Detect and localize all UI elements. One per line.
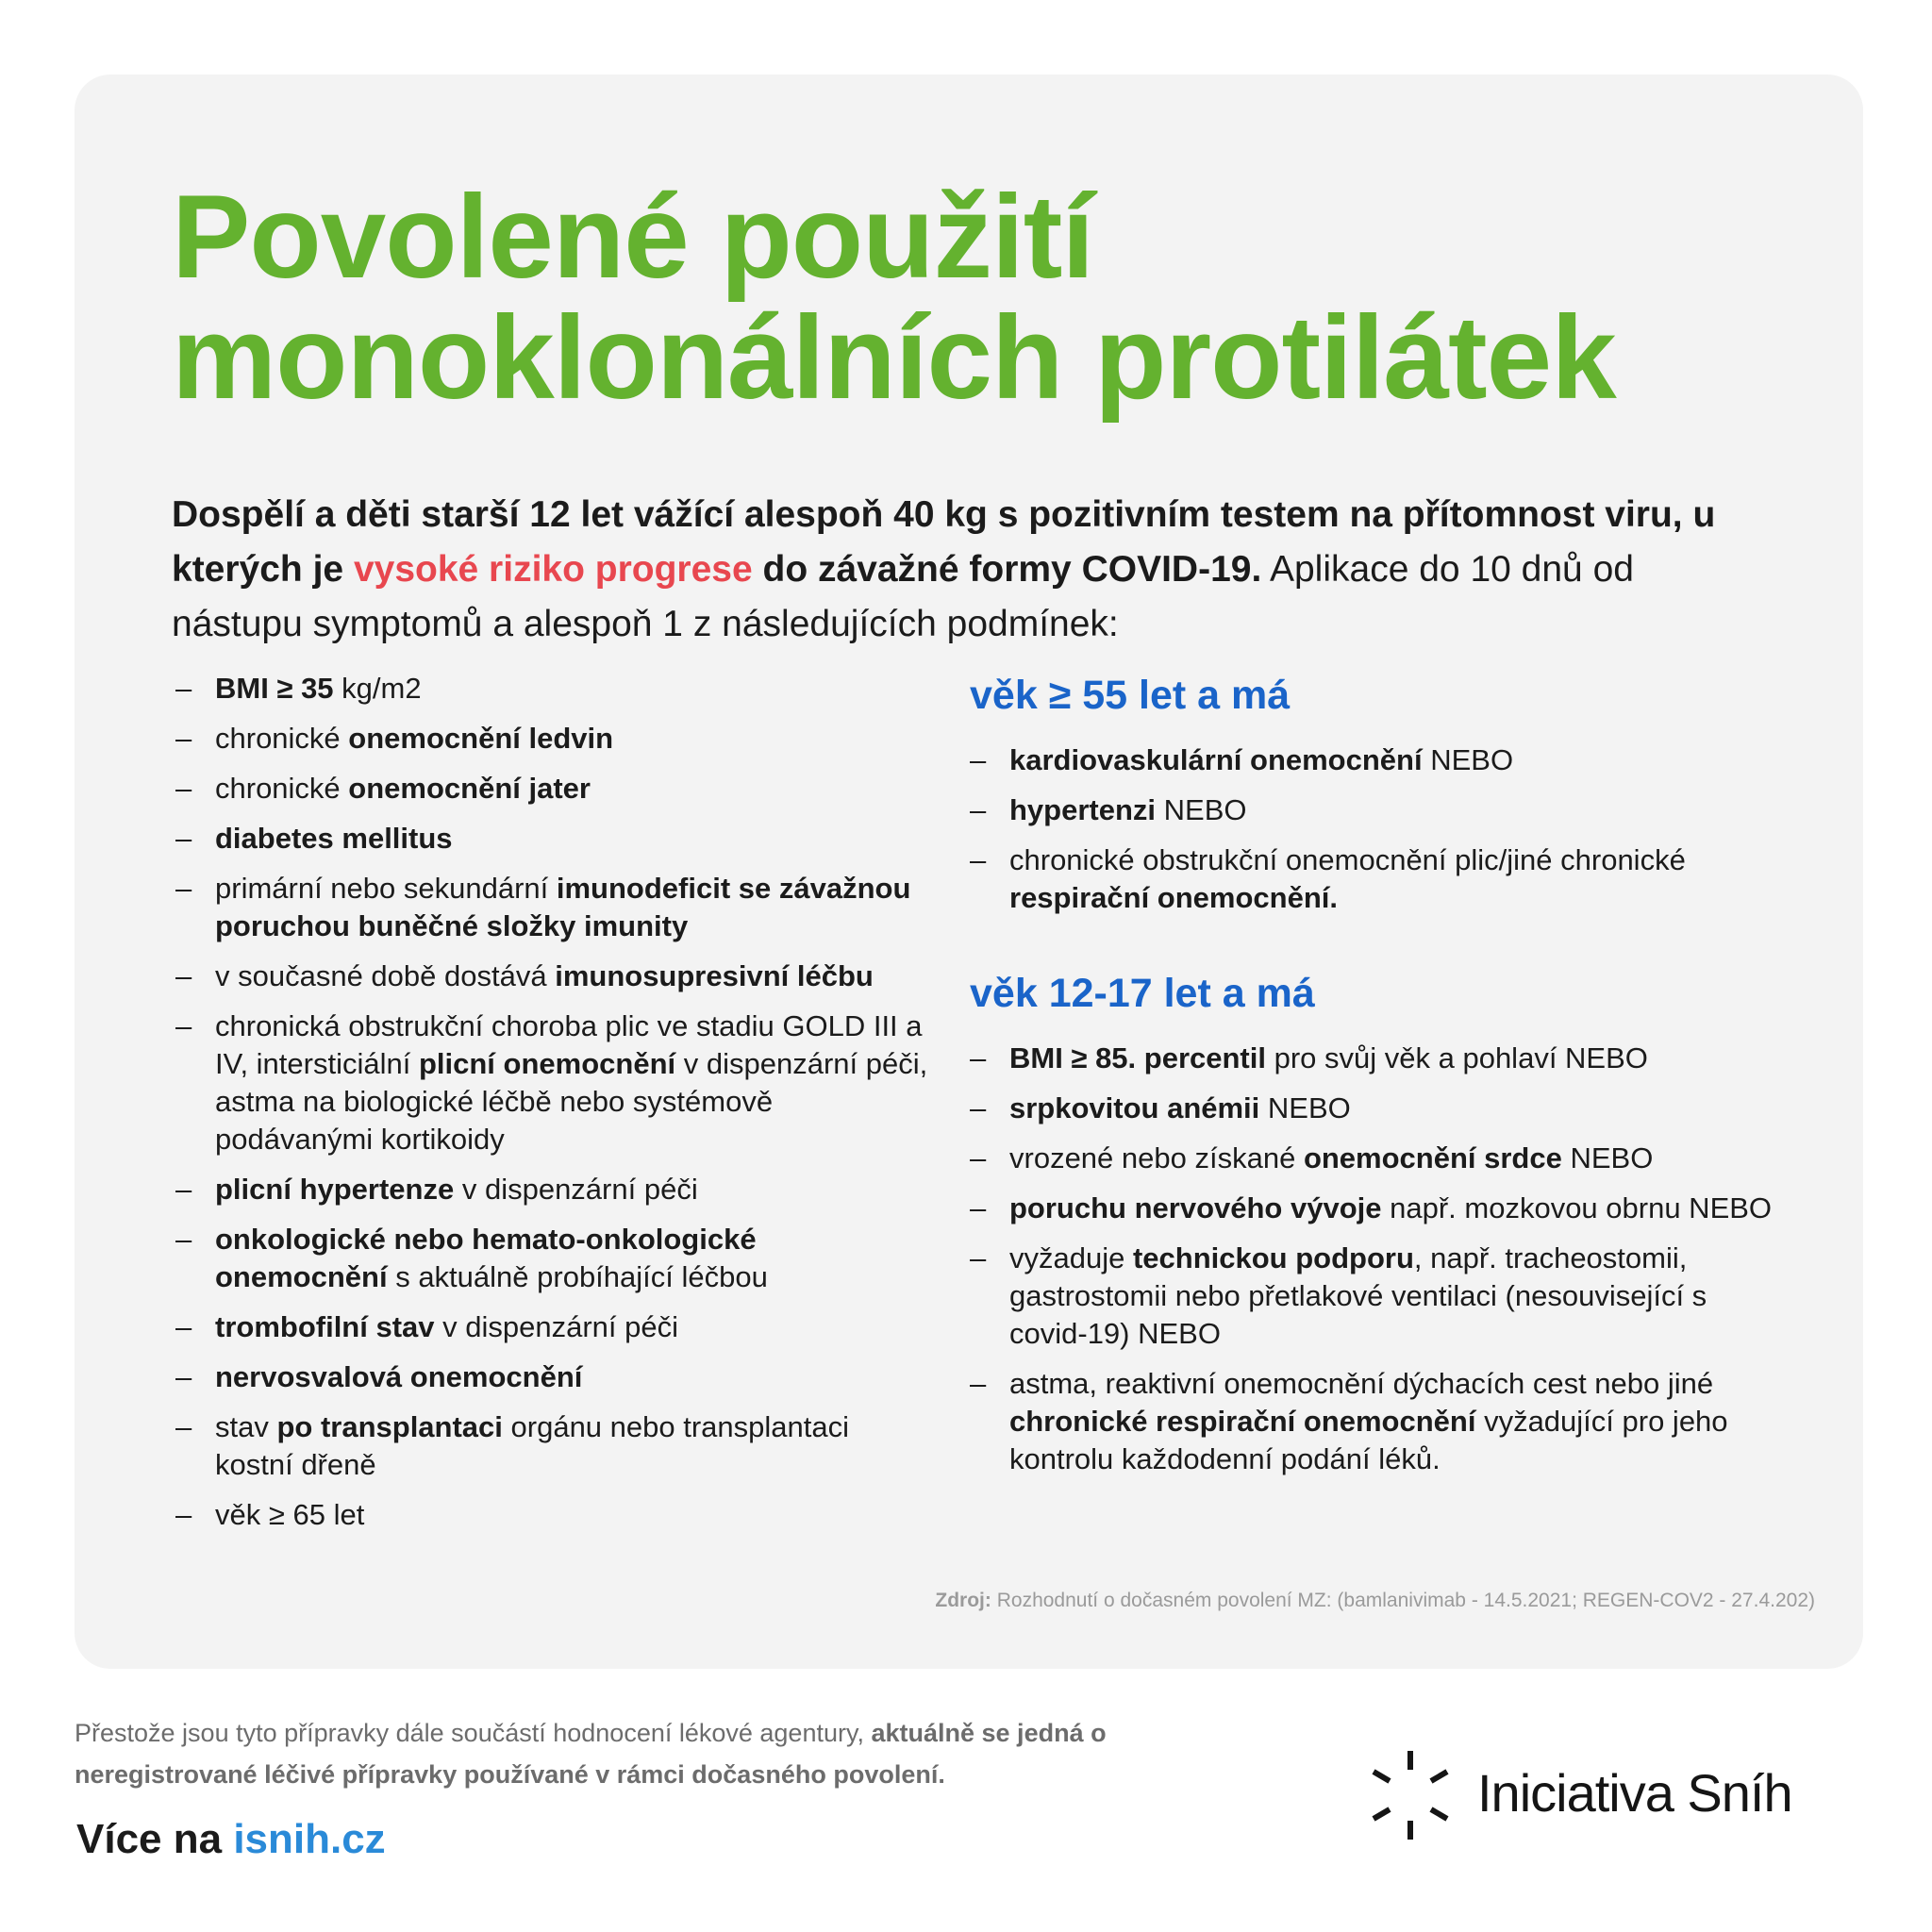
item-text: , např. tracheostomii, gastrostomii nebo přetlakové ventilaci (nesouvisející s covid-19) NEBO xyxy=(1009,1241,1707,1350)
item-bold: BMI ≥ 85. percentil xyxy=(1009,1041,1266,1074)
age-55-list xyxy=(970,741,1781,917)
item-bold: onemocnění srdce xyxy=(1303,1141,1562,1174)
list-item xyxy=(970,1365,1781,1478)
intro-normal: Aplikace do 10 dnů od nástupu symptomů a alespoň 1 z následujících podmínek: xyxy=(172,549,1634,644)
item-bold: diabetes mellitus xyxy=(215,822,453,855)
right-conditions-column xyxy=(970,670,1781,1491)
left-conditions-column xyxy=(175,670,930,1546)
item-bold: onemocnění ledvin xyxy=(348,722,614,755)
disclaimer-normal: Přestože jsou tyto přípravky dále součástí hodnocení lékové agentury, xyxy=(75,1719,872,1747)
list-item xyxy=(970,1140,1781,1177)
intro-highlight: vysoké riziko progrese xyxy=(353,549,753,590)
item-text: vyžaduje xyxy=(1009,1241,1133,1274)
item-text: vrozené nebo získané xyxy=(1009,1141,1304,1174)
age-55-heading: věk ≥ 55 let a má xyxy=(970,673,1291,718)
item-text: chronické xyxy=(215,772,349,805)
item-text: stav xyxy=(215,1410,277,1443)
list-item xyxy=(175,1008,930,1158)
website-link[interactable]: isnih.cz xyxy=(233,1816,386,1862)
item-bold: chronické respirační onemocnění xyxy=(1009,1405,1476,1438)
item-text: v současné době dostává xyxy=(215,959,556,992)
intro-bold-2: do závažné formy COVID-19. xyxy=(752,549,1262,590)
item-text: chronické xyxy=(215,722,349,755)
item-text: orgánu nebo transplantaci kostní dřeně xyxy=(215,1410,850,1481)
age-12-17-list xyxy=(970,1040,1781,1478)
item-bold: plicní hypertenze xyxy=(215,1173,455,1206)
list-item xyxy=(175,670,930,708)
item-text: věk ≥ 65 let xyxy=(215,1498,365,1531)
item-text: pro svůj věk a pohlaví NEBO xyxy=(1265,1041,1648,1074)
title-line-1: Povolené použití xyxy=(172,172,1094,303)
item-text: vyžadující pro jeho kontrolu každodenní podání léků. xyxy=(1009,1405,1728,1475)
list-item xyxy=(175,770,930,808)
item-bold: kardiovaskulární onemocnění xyxy=(1009,743,1423,776)
item-bold: onkologické nebo hemato-onkologické onemocnění xyxy=(215,1223,757,1293)
item-bold: srpkovitou anémii xyxy=(1009,1091,1260,1124)
page-title xyxy=(172,172,1832,424)
item-text: primární nebo sekundární xyxy=(215,872,557,905)
list-item xyxy=(970,841,1781,917)
list-item xyxy=(175,958,930,995)
list-item xyxy=(175,1408,930,1484)
item-bold: imunosupresivní léčbu xyxy=(555,959,874,992)
item-text: v dispenzární péči xyxy=(434,1310,678,1343)
source-label: Zdroj: xyxy=(935,1590,991,1611)
list-item xyxy=(970,1040,1781,1077)
list-item xyxy=(970,791,1781,829)
list-item xyxy=(175,1171,930,1208)
item-bold: technickou podporu xyxy=(1132,1241,1414,1274)
item-text: chronická obstrukční choroba plic ve stadiu GOLD III a IV, intersticiální xyxy=(215,1009,923,1080)
item-text: NEBO xyxy=(1156,793,1247,826)
item-text: např. mozkovou obrnu NEBO xyxy=(1381,1191,1773,1224)
item-text: NEBO xyxy=(1561,1141,1654,1174)
item-bold: nervosvalová onemocnění xyxy=(215,1360,583,1393)
item-bold: plicní onemocnění xyxy=(418,1047,676,1080)
intro-bold-1: Dospělí a děti starší 12 let vážící alespoň 40 kg s pozitivním testem na přítomnost viru, u kterých je xyxy=(172,494,1716,590)
item-bold: po transplantaci xyxy=(276,1410,503,1443)
left-conditions-list xyxy=(175,670,930,1534)
list-item xyxy=(970,1240,1781,1353)
item-bold: onemocnění jater xyxy=(348,772,591,805)
disclaimer xyxy=(75,1712,1263,1795)
snowflake-icon xyxy=(1358,1743,1462,1847)
item-text: astma, reaktivní onemocnění dýchacích cest nebo jiné xyxy=(1009,1367,1714,1400)
age-12-17-heading: věk 12-17 let a má xyxy=(970,971,1315,1016)
more-info xyxy=(76,1816,386,1863)
item-text: NEBO xyxy=(1422,743,1514,776)
item-text: v dispenzární péči xyxy=(454,1173,698,1206)
item-bold: trombofilní stav xyxy=(215,1310,435,1343)
item-bold: respirační onemocnění. xyxy=(1009,881,1338,914)
item-bold: imunodeficit se závažnou poruchou buněčné složky imunity xyxy=(215,872,911,942)
item-text: chronické obstrukční onemocnění plic/jiné chronické xyxy=(1009,843,1686,876)
logo xyxy=(1358,1743,1849,1847)
list-item xyxy=(175,870,930,945)
more-prefix: Více na xyxy=(76,1816,234,1862)
list-item xyxy=(175,1496,930,1534)
item-bold: hypertenzi xyxy=(1009,793,1157,826)
title-line-2: monoklonálních protilátek xyxy=(172,292,1616,424)
item-text: kg/m2 xyxy=(333,672,422,705)
list-item xyxy=(175,1308,930,1346)
intro-paragraph xyxy=(172,488,1719,652)
item-bold: poruchu nervového vývoje xyxy=(1009,1191,1382,1224)
disclaimer-bold: aktuálně se jedná o neregistrované léčivé přípravky používané v rámci dočasného povolení. xyxy=(75,1719,1107,1789)
source-note xyxy=(935,1590,1815,1612)
list-item xyxy=(175,1358,930,1396)
list-item xyxy=(970,1090,1781,1127)
source-text: Rozhodnutí o dočasném povolení MZ: (bamlanivimab - 14.5.2021; REGEN-COV2 - 27.4.202) xyxy=(991,1590,1815,1611)
item-text: v dispenzární péči, astma na biologické léčbě nebo systémově podávanými kortikoidy xyxy=(215,1047,928,1156)
item-text: s aktuálně probíhající léčbou xyxy=(387,1260,768,1293)
logo-name: Iniciativa Sníh xyxy=(1477,1763,1792,1823)
list-item xyxy=(175,1221,930,1296)
list-item xyxy=(175,720,930,758)
list-item xyxy=(970,1190,1781,1227)
list-item xyxy=(970,741,1781,779)
item-bold: BMI ≥ 35 xyxy=(215,672,334,705)
item-text: NEBO xyxy=(1259,1091,1351,1124)
list-item xyxy=(175,820,930,858)
